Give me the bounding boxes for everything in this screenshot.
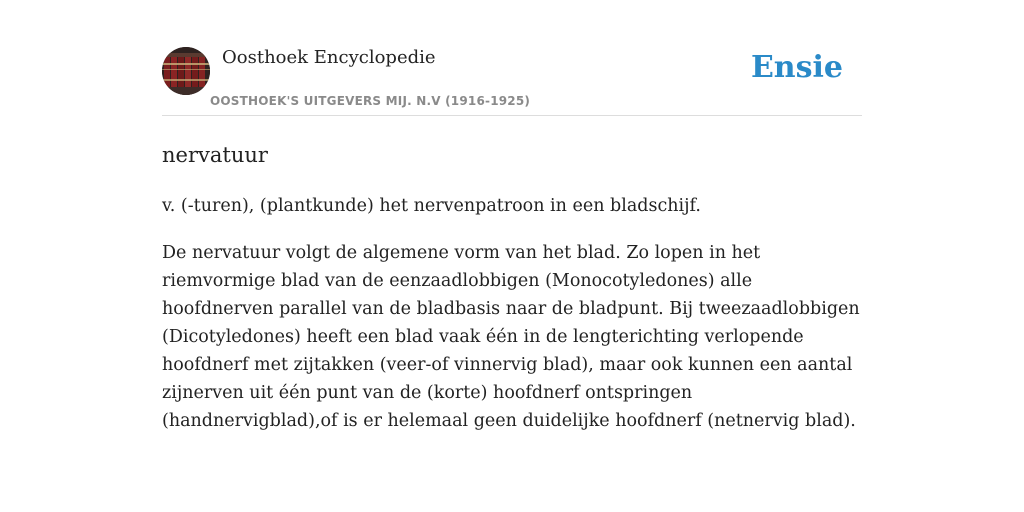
entry-title: nervatuur [162, 143, 268, 167]
encyclopedia-books-avatar[interactable] [162, 47, 210, 95]
definition-paragraph: v. (-turen), (plantkunde) het nervenpatroon in een bladschijf. [162, 196, 701, 216]
source-title-link[interactable]: Oosthoek Encyclopedie [222, 47, 436, 68]
ensie-logo[interactable]: Ensie [750, 50, 843, 85]
source-subtitle: OOSTHOEK'S UITGEVERS MIJ. N.V (1916-1925) [210, 94, 531, 108]
entry-container [162, 45, 862, 435]
description-paragraph: De nervatuur volgt de algemene vorm van het blad. Zo lopen in het riemvormige blad van de eenzaadlobbigen (Monocotyledones) alle hoofdnerven parallel van de bladbasis naar de bladpunt. Bij tweezaadlobbigen (Dicotyledones) heeft een blad vaak één in de lengterichting verlopende hoofdnerf met zijtakken (veer-of vinnervig blad), maar ook kunnen een aantal zijnerven uit één punt van de (korte) hoofdnerf ontspringen (handnervigblad),of is er helemaal geen duidelijke hoofdnerf (netnervig blad). [162, 243, 860, 431]
entry-header [162, 45, 862, 116]
books-icon [162, 47, 210, 95]
